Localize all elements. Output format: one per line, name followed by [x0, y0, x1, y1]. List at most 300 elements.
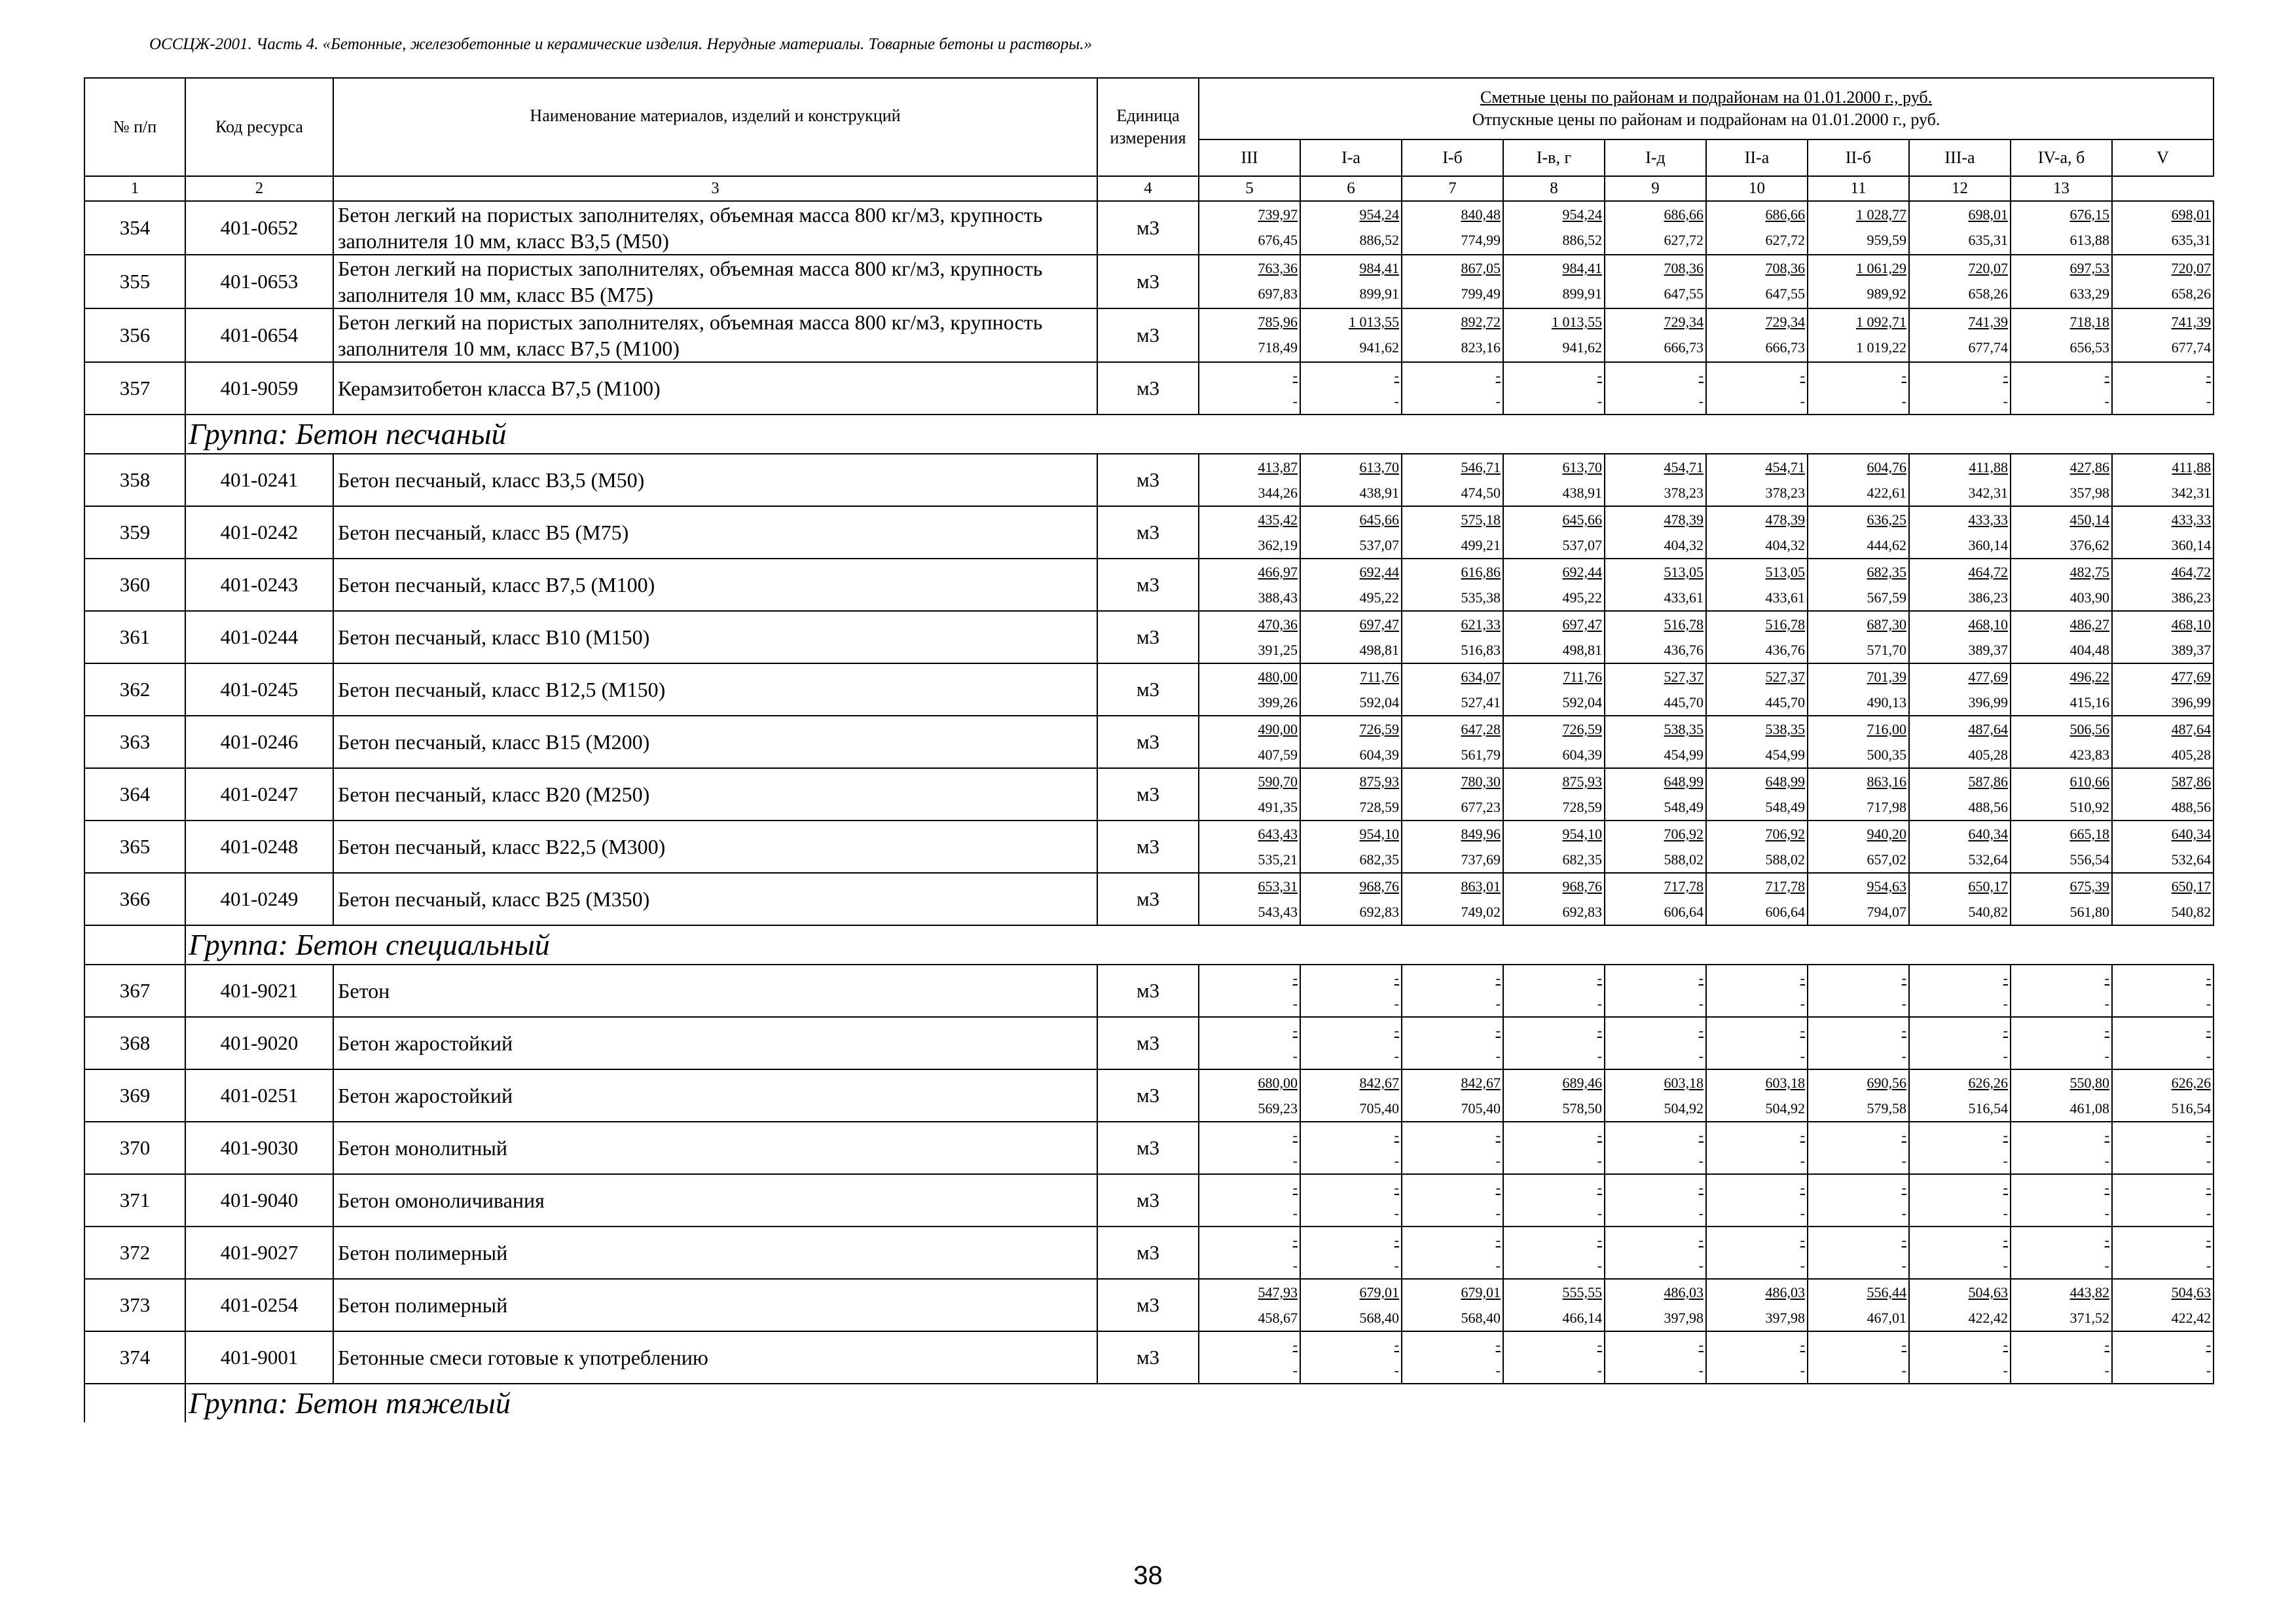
estimate-price: -	[1292, 1022, 1298, 1039]
estimate-price: 486,03	[1765, 1284, 1805, 1301]
region-header: IV-а, б	[2011, 139, 2112, 176]
estimate-price: -	[1292, 1179, 1298, 1196]
estimate-price: 411,88	[1969, 459, 2008, 475]
estimate-price: -	[1292, 1127, 1298, 1143]
release-price: -	[2003, 995, 2008, 1012]
release-price: -	[1394, 1205, 1399, 1221]
column-number: 7	[1402, 176, 1503, 201]
release-price: 399,26	[1258, 694, 1298, 710]
estimate-price: 546,71	[1461, 459, 1501, 475]
table-row	[84, 559, 2214, 611]
estimate-price: 717,78	[1664, 878, 1704, 895]
price-cell	[1503, 768, 1605, 821]
price-cell	[1909, 1122, 2011, 1174]
price-cell	[1300, 821, 1402, 873]
release-price: 404,32	[1765, 537, 1805, 553]
material-name: Бетон песчаный, класс В15 (М200)	[333, 716, 1097, 768]
release-price: 388,43	[1258, 589, 1298, 606]
price-cell	[1300, 1174, 1402, 1227]
unit-of-measure: м3	[1097, 201, 1199, 255]
region-header: I-а	[1300, 139, 1402, 176]
estimate-price: 413,87	[1258, 459, 1298, 475]
release-price: 989,92	[1867, 286, 1906, 302]
release-price: 657,02	[1867, 851, 1906, 868]
release-price: -	[2104, 393, 2109, 409]
release-price: 454,99	[1664, 747, 1704, 763]
price-cell	[1503, 255, 1605, 308]
release-price: 495,22	[1359, 589, 1399, 606]
price-cell	[1808, 559, 1909, 611]
release-price: 647,55	[1664, 286, 1704, 302]
price-cell	[1402, 1017, 1503, 1069]
estimate-price: 679,01	[1461, 1284, 1501, 1301]
estimate-price: 984,41	[1562, 260, 1602, 276]
price-cell	[1199, 768, 1300, 821]
column-number: 11	[1808, 176, 1909, 201]
material-name: Бетон песчаный, класс В5 (М75)	[333, 506, 1097, 559]
table-row	[84, 611, 2214, 663]
table-row	[84, 308, 2214, 362]
estimate-price: 603,18	[1765, 1075, 1805, 1091]
estimate-price: 726,59	[1562, 721, 1602, 737]
estimate-price: -	[1698, 1127, 1704, 1143]
document-header: ОССЦЖ-2001. Часть 4. «Бетонные, железобетонные и керамические изделия. Нерудные материалы. Товарные бетоны и растворы.»	[149, 35, 1092, 53]
table-row	[84, 255, 2214, 308]
price-cell	[2112, 1279, 2214, 1331]
release-price: 376,62	[2069, 537, 2109, 553]
release-price: 407,59	[1258, 747, 1298, 763]
row-number: 371	[84, 1174, 185, 1227]
region-header: I-в, г	[1503, 139, 1605, 176]
estimate-price: 626,26	[2171, 1075, 2212, 1091]
estimate-price: -	[2206, 1022, 2212, 1039]
price-cell	[2011, 1331, 2112, 1384]
prices-title-estimate: Сметные цены по районам и подрайонам на 01.01.2000 г., руб.	[1480, 88, 1933, 107]
resource-code: 401-0241	[185, 454, 333, 506]
price-cell	[1706, 768, 1808, 821]
release-price: 676,45	[1258, 232, 1298, 248]
estimate-price: 486,03	[1664, 1284, 1704, 1301]
release-price: 697,83	[1258, 286, 1298, 302]
price-cell	[1706, 506, 1808, 559]
estimate-price: 513,05	[1664, 564, 1704, 580]
release-price: 656,53	[2069, 339, 2109, 356]
price-cell	[2011, 821, 2112, 873]
unit-of-measure: м3	[1097, 873, 1199, 925]
release-price: -	[1597, 1153, 1602, 1169]
release-price: 561,80	[2069, 904, 2109, 920]
estimate-price: 650,17	[1968, 878, 2008, 895]
estimate-price: 516,78	[1664, 616, 1704, 633]
release-price: 433,61	[1765, 589, 1805, 606]
price-cell	[1909, 362, 2011, 415]
table-row	[84, 768, 2214, 821]
price-cell	[1402, 201, 1503, 255]
estimate-price: 547,93	[1258, 1284, 1298, 1301]
price-cell	[2112, 1227, 2214, 1279]
group-spacer	[84, 925, 185, 965]
price-cell	[1706, 1227, 1808, 1279]
release-price: 386,23	[2171, 589, 2212, 606]
material-name: Бетон жаростойкий	[333, 1069, 1097, 1122]
release-price: 561,79	[1461, 747, 1501, 763]
estimate-price: 726,59	[1359, 721, 1399, 737]
release-price: 658,26	[2171, 286, 2212, 302]
estimate-price: 450,14	[2069, 511, 2109, 528]
release-price: -	[1698, 1205, 1704, 1221]
estimate-price: -	[2104, 1179, 2109, 1196]
release-price: 396,99	[2171, 694, 2212, 710]
price-cell	[1605, 1279, 1706, 1331]
release-price: -	[2206, 1205, 2212, 1221]
release-price: 422,42	[2171, 1310, 2212, 1326]
estimate-price: -	[2003, 1232, 2008, 1248]
release-price: 579,58	[1867, 1100, 1906, 1116]
estimate-price: -	[2003, 970, 2008, 986]
release-price: -	[2003, 1205, 2008, 1221]
estimate-price: -	[1901, 1127, 1906, 1143]
unit-of-measure: м3	[1097, 1017, 1199, 1069]
price-cell	[1199, 1331, 1300, 1384]
region-header: V	[2112, 139, 2214, 176]
release-price: -	[1495, 1153, 1501, 1169]
release-price: 1 019,22	[1856, 339, 1906, 356]
estimate-price: 875,93	[1359, 773, 1399, 790]
price-cell	[1605, 1122, 1706, 1174]
price-cell	[1808, 1279, 1909, 1331]
price-cell	[1605, 506, 1706, 559]
price-cell	[1503, 506, 1605, 559]
price-cell	[1300, 506, 1402, 559]
estimate-price: 720,07	[2171, 260, 2212, 276]
resource-code: 401-0246	[185, 716, 333, 768]
release-price: 488,56	[2171, 799, 2212, 815]
release-price: -	[1597, 1048, 1602, 1064]
estimate-price: -	[1394, 1127, 1399, 1143]
estimate-price: -	[1800, 1127, 1805, 1143]
table-row	[84, 663, 2214, 716]
column-number: 3	[333, 176, 1097, 201]
release-price: 728,59	[1359, 799, 1399, 815]
price-cell	[1808, 506, 1909, 559]
estimate-price: 739,97	[1258, 206, 1298, 223]
price-cell	[2011, 873, 2112, 925]
price-cell	[1605, 663, 1706, 716]
table-row	[84, 506, 2214, 559]
resource-code: 401-9059	[185, 362, 333, 415]
row-number: 366	[84, 873, 185, 925]
price-cell	[1605, 454, 1706, 506]
release-price: 415,16	[2069, 694, 2109, 710]
release-price: -	[1597, 995, 1602, 1012]
estimate-price: 480,00	[1258, 669, 1298, 685]
price-cell	[2011, 1174, 2112, 1227]
column-number: 8	[1503, 176, 1605, 201]
group-row	[84, 925, 2214, 965]
material-name: Бетон легкий на пористых заполнителях, объемная масса 800 кг/м3, крупность заполнителя 10 мм, класс В3,5 (М50)	[333, 201, 1097, 255]
price-cell	[1300, 611, 1402, 663]
region-header: II-а	[1706, 139, 1808, 176]
table-row	[84, 1331, 2214, 1384]
table-row	[84, 1174, 2214, 1227]
release-price: 378,23	[1765, 485, 1805, 501]
price-cell	[1605, 1069, 1706, 1122]
price-cell	[1503, 873, 1605, 925]
estimate-price: 686,66	[1664, 206, 1704, 223]
price-cell	[2112, 454, 2214, 506]
row-number: 372	[84, 1227, 185, 1279]
estimate-price: 708,36	[1664, 260, 1704, 276]
release-price: 436,76	[1664, 642, 1704, 658]
release-price: 604,39	[1359, 747, 1399, 763]
price-cell	[1402, 611, 1503, 663]
price-cell	[1300, 965, 1402, 1017]
estimate-price: -	[1597, 1232, 1602, 1248]
release-price: -	[1292, 1205, 1298, 1221]
unit-of-measure: м3	[1097, 362, 1199, 415]
price-cell	[1199, 1174, 1300, 1227]
price-cell	[1909, 255, 2011, 308]
release-price: 344,26	[1258, 485, 1298, 501]
estimate-price: -	[1292, 970, 1298, 986]
price-cell	[2112, 506, 2214, 559]
resource-code: 401-0247	[185, 768, 333, 821]
release-price: -	[1800, 393, 1805, 409]
table-row	[84, 965, 2214, 1017]
estimate-price: 698,01	[2171, 206, 2212, 223]
price-cell	[2011, 454, 2112, 506]
estimate-price: 433,33	[1968, 511, 2008, 528]
release-price: -	[1597, 1205, 1602, 1221]
group-row	[84, 415, 2214, 454]
price-cell	[2112, 821, 2214, 873]
price-cell	[2112, 1331, 2214, 1384]
resource-code: 401-0244	[185, 611, 333, 663]
estimate-price: 504,63	[2171, 1284, 2212, 1301]
estimate-price: 464,72	[2171, 564, 2212, 580]
row-number: 358	[84, 454, 185, 506]
release-price: 692,83	[1562, 904, 1602, 920]
estimate-price: 968,76	[1562, 878, 1602, 895]
release-price: -	[1495, 1362, 1501, 1378]
price-cell	[2011, 201, 2112, 255]
price-cell	[1706, 362, 1808, 415]
release-price: 516,83	[1461, 642, 1501, 658]
estimate-price: -	[1901, 1022, 1906, 1039]
release-price: 540,82	[2171, 904, 2212, 920]
estimate-price: 863,16	[1867, 773, 1906, 790]
price-cell	[2011, 308, 2112, 362]
price-cell	[1909, 768, 2011, 821]
estimate-price: 466,97	[1258, 564, 1298, 580]
release-price: 516,54	[2171, 1100, 2212, 1116]
release-price: 454,99	[1765, 747, 1805, 763]
estimate-price: 867,05	[1461, 260, 1501, 276]
release-price: -	[2206, 1048, 2212, 1064]
release-price: 474,50	[1461, 485, 1501, 501]
price-cell	[1402, 663, 1503, 716]
release-price: 535,38	[1461, 589, 1501, 606]
estimate-price: 435,42	[1258, 511, 1298, 528]
release-price: 445,70	[1664, 694, 1704, 710]
price-cell	[1808, 716, 1909, 768]
release-price: 532,64	[2171, 851, 2212, 868]
price-cell	[1808, 1017, 1909, 1069]
price-cell	[1199, 1069, 1300, 1122]
release-price: 535,21	[1258, 851, 1298, 868]
price-cell	[1300, 1331, 1402, 1384]
price-cell	[1300, 873, 1402, 925]
row-number: 365	[84, 821, 185, 873]
estimate-price: 550,80	[2069, 1075, 2109, 1091]
release-price: -	[1495, 393, 1501, 409]
estimate-price: 692,44	[1562, 564, 1602, 580]
estimate-price: 464,72	[1968, 564, 2008, 580]
release-price: -	[2104, 1048, 2109, 1064]
price-cell	[1199, 611, 1300, 663]
price-cell	[1199, 1017, 1300, 1069]
material-name: Бетон песчаный, класс В22,5 (М300)	[333, 821, 1097, 873]
estimate-price: 701,39	[1867, 669, 1906, 685]
estimate-price: 496,22	[2069, 669, 2109, 685]
material-name: Бетон жаростойкий	[333, 1017, 1097, 1069]
estimate-price: 603,18	[1664, 1075, 1704, 1091]
price-cell	[1402, 559, 1503, 611]
estimate-price: 477,69	[1968, 669, 2008, 685]
release-price: 705,40	[1359, 1100, 1399, 1116]
price-cell	[2011, 965, 2112, 1017]
release-price: 606,64	[1765, 904, 1805, 920]
estimate-price: -	[1394, 1232, 1399, 1248]
release-price: -	[1597, 1257, 1602, 1274]
row-number: 361	[84, 611, 185, 663]
release-price: 461,08	[2069, 1100, 2109, 1116]
estimate-price: 720,07	[1968, 260, 2008, 276]
price-cell	[1706, 821, 1808, 873]
price-cell	[1402, 965, 1503, 1017]
price-cell	[1300, 1017, 1402, 1069]
material-name: Бетонные смеси готовые к употреблению	[333, 1331, 1097, 1384]
price-cell	[1808, 768, 1909, 821]
price-cell	[1909, 454, 2011, 506]
release-price: 578,50	[1562, 1100, 1602, 1116]
release-price: 658,26	[1968, 286, 2008, 302]
release-price: -	[1495, 1257, 1501, 1274]
price-table	[84, 77, 2214, 1422]
release-price: 499,21	[1461, 537, 1501, 553]
release-price: 588,02	[1765, 851, 1805, 868]
group-spacer	[84, 1384, 185, 1422]
price-cell	[1300, 1227, 1402, 1279]
price-cell	[1706, 716, 1808, 768]
price-cell	[1402, 821, 1503, 873]
release-price: 537,07	[1562, 537, 1602, 553]
estimate-price: -	[1800, 367, 1805, 384]
row-number: 357	[84, 362, 185, 415]
estimate-price: 940,20	[1867, 826, 1906, 842]
estimate-price: 610,66	[2069, 773, 2109, 790]
price-cell	[1300, 454, 1402, 506]
release-price: -	[1292, 1362, 1298, 1378]
group-row	[84, 1384, 2214, 1422]
estimate-price: 626,26	[1968, 1075, 2008, 1091]
release-price: 458,67	[1258, 1310, 1298, 1326]
price-cell	[2112, 255, 2214, 308]
estimate-price: -	[1698, 1232, 1704, 1248]
estimate-price: 729,34	[1765, 314, 1805, 330]
price-cell	[1503, 611, 1605, 663]
price-cell	[1909, 1227, 2011, 1279]
estimate-price: 954,24	[1359, 206, 1399, 223]
release-price: -	[1394, 1048, 1399, 1064]
table-row	[84, 821, 2214, 873]
release-price: 422,61	[1867, 485, 1906, 501]
price-cell	[2011, 1017, 2112, 1069]
release-price: 592,04	[1562, 694, 1602, 710]
estimate-price: 741,39	[1968, 314, 2008, 330]
material-name: Бетон песчаный, класс В12,5 (М150)	[333, 663, 1097, 716]
row-number: 360	[84, 559, 185, 611]
estimate-price: 477,69	[2171, 669, 2212, 685]
release-price: 404,32	[1664, 537, 1704, 553]
estimate-price: 516,78	[1765, 616, 1805, 633]
price-cell	[1402, 308, 1503, 362]
estimate-price: -	[1698, 1179, 1704, 1196]
unit-of-measure: м3	[1097, 1331, 1199, 1384]
estimate-price: -	[1597, 1022, 1602, 1039]
table-row	[84, 1069, 2214, 1122]
price-cell	[1909, 965, 2011, 1017]
release-price: -	[1698, 1153, 1704, 1169]
column-number: 1	[84, 176, 185, 201]
estimate-price: 587,86	[2171, 773, 2212, 790]
price-cell	[2011, 1227, 2112, 1279]
estimate-price: 556,44	[1867, 1284, 1906, 1301]
column-number: 10	[1706, 176, 1808, 201]
resource-code: 401-9001	[185, 1331, 333, 1384]
table-row	[84, 201, 2214, 255]
release-price: -	[1394, 1257, 1399, 1274]
price-cell	[1909, 1017, 2011, 1069]
estimate-price: 706,92	[1664, 826, 1704, 842]
release-price: 677,23	[1461, 799, 1501, 815]
price-cell	[1706, 873, 1808, 925]
release-price: -	[2206, 995, 2212, 1012]
price-cell	[1402, 454, 1503, 506]
release-price: 360,14	[2171, 537, 2212, 553]
price-cell	[2112, 559, 2214, 611]
estimate-price: -	[2003, 1022, 2008, 1039]
region-header: II-б	[1808, 139, 1909, 176]
price-cell	[1706, 454, 1808, 506]
unit-of-measure: м3	[1097, 716, 1199, 768]
release-price: -	[2104, 1153, 2109, 1169]
release-price: 405,28	[2171, 747, 2212, 763]
price-cell	[1402, 362, 1503, 415]
price-cell	[1503, 1122, 1605, 1174]
price-cell	[1503, 716, 1605, 768]
release-price: 899,91	[1359, 286, 1399, 302]
release-price: 389,37	[2171, 642, 2212, 658]
price-cell	[1808, 308, 1909, 362]
price-cell	[1605, 559, 1706, 611]
price-cell	[1808, 1069, 1909, 1122]
estimate-price: -	[1292, 1337, 1298, 1353]
unit-of-measure: м3	[1097, 1069, 1199, 1122]
row-number: 359	[84, 506, 185, 559]
estimate-price: -	[1597, 1337, 1602, 1353]
price-cell	[1706, 1331, 1808, 1384]
